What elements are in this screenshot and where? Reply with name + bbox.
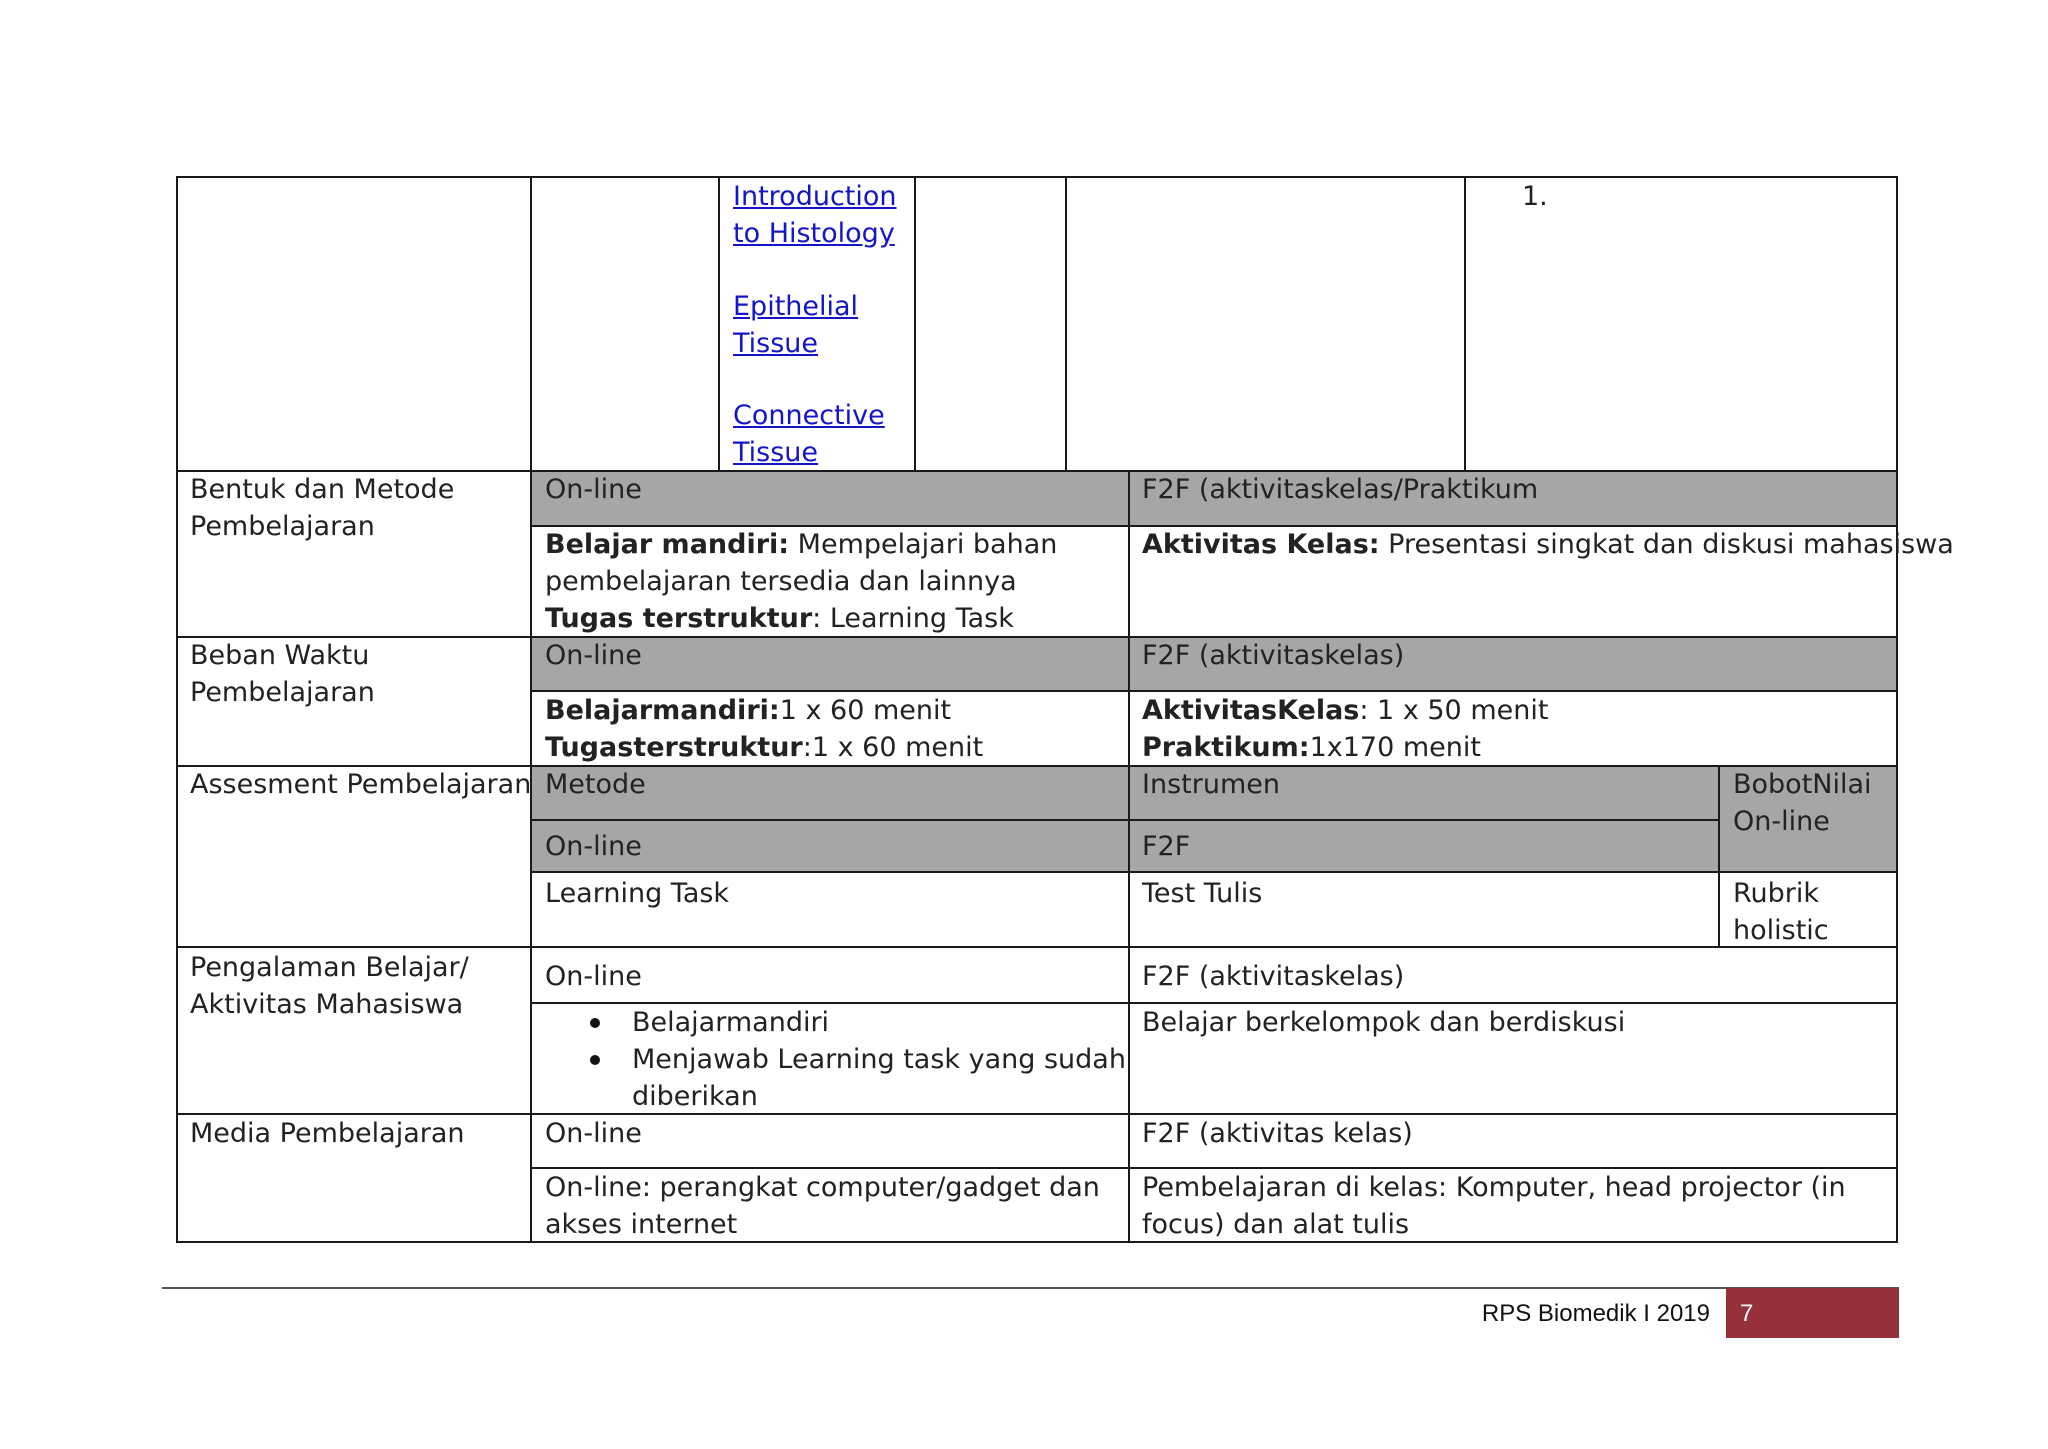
bentuk-belajar-text: Mempelajari bahan — [789, 529, 1058, 560]
col-line-top-3 — [914, 176, 916, 472]
bentuk-aktivitas-text: Presentasi singkat dan diskusi mahasiswa — [1379, 529, 1954, 560]
beban-aktivitas-bold: AktivitasKelas — [1142, 695, 1360, 726]
assesment-instrumen-value: Test Tulis — [1142, 878, 1263, 909]
media-label: Media Pembelajaran — [190, 1118, 465, 1149]
bullet-icon — [590, 1018, 600, 1028]
pengalaman-f2f-header: F2F (aktivitaskelas) — [1142, 961, 1405, 992]
table-border-bottom — [176, 1241, 1898, 1243]
assesment-label: Assesment Pembelajaran — [190, 769, 532, 800]
row-line-assesment-mid — [530, 819, 1719, 821]
table-border-right — [1896, 176, 1898, 1243]
pengalaman-bullet-2-cont: diberikan — [632, 1081, 758, 1112]
footer-divider — [162, 1287, 1899, 1289]
table-border-top — [176, 176, 1898, 178]
link-line: Epithelial — [733, 291, 859, 322]
assesment-instrumen-header: Instrumen — [1142, 769, 1280, 800]
bentuk-online-header: On-line — [545, 474, 642, 505]
row-line-beban-top — [176, 636, 1898, 638]
beban-aktivitas — [1142, 692, 1548, 729]
assesment-bobot-value2: holistic — [1733, 915, 1829, 946]
col-line-top-2 — [718, 176, 720, 472]
footer-title: RPS Biomedik I 2019 — [1481, 1300, 1710, 1327]
list-marker: 1. — [1522, 181, 1548, 212]
media-f2f-text-2: focus) dan alat tulis — [1142, 1209, 1410, 1240]
row-line-pengalaman-top — [176, 946, 1898, 948]
beban-aktivitas-text: : 1 x 50 menit — [1359, 695, 1549, 726]
page-number: 7 — [1740, 1300, 1754, 1327]
media-f2f-text-1: Pembelajaran di kelas: Komputer, head projector (in — [1142, 1172, 1846, 1203]
pengalaman-bullet-1: Belajarmandiri — [632, 1007, 830, 1038]
bentuk-label-line1: Bentuk dan Metode — [190, 474, 455, 505]
link-line: Tissue — [733, 437, 819, 468]
beban-tugas-bold: Tugasterstruktur — [545, 732, 803, 763]
col-line-top-5 — [1464, 176, 1466, 472]
pengalaman-label-line1: Pengalaman Belajar/ — [190, 952, 469, 983]
assesment-metode-value: Learning Task — [545, 878, 730, 909]
link-connective-tissue[interactable] — [733, 397, 885, 471]
pengalaman-bullet-2: Menjawab Learning task yang sudah — [632, 1044, 1126, 1075]
link-line: Introduction — [733, 181, 897, 212]
assesment-bobot-value1: Rubrik — [1733, 878, 1820, 909]
assesment-bobot-line2: On-line — [1733, 806, 1830, 837]
beban-online-header: On-line — [545, 640, 642, 671]
bentuk-tugas-bold: Tugas terstruktur — [545, 603, 813, 634]
beban-label-line2: Pembelajaran — [190, 677, 375, 708]
bentuk-belajar-mandiri — [545, 526, 1057, 563]
beban-praktikum-text: 1x170 menit — [1309, 732, 1481, 763]
media-online-text-2: akses internet — [545, 1209, 738, 1240]
beban-f2f-header: F2F (aktivitaskelas) — [1142, 640, 1405, 671]
media-online-text-1: On-line: perangkat computer/gadget dan — [545, 1172, 1100, 1203]
bentuk-label-line2: Pembelajaran — [190, 511, 375, 542]
link-introduction-histology[interactable] — [733, 178, 897, 252]
table-border-left — [176, 176, 178, 1243]
beban-tugas-text: :1 x 60 menit — [802, 732, 984, 763]
beban-praktikum-bold: Praktikum: — [1142, 732, 1310, 763]
beban-tugas — [545, 729, 983, 766]
beban-belajar — [545, 692, 951, 729]
bentuk-belajar-bold: Belajar mandiri: — [545, 529, 790, 560]
assesment-bobot-line1: BobotNilai — [1733, 769, 1872, 800]
link-line: Tissue — [733, 328, 819, 359]
bentuk-tugas-text: : Learning Task — [812, 603, 1014, 634]
pengalaman-label-line2: Aktivitas Mahasiswa — [190, 989, 464, 1020]
row-line-assesment-sub — [530, 871, 1898, 873]
assesment-f2f-sub: F2F — [1142, 831, 1191, 862]
pengalaman-f2f-text: Belajar berkelompok dan berdiskusi — [1142, 1007, 1626, 1038]
media-online-header: On-line — [545, 1118, 642, 1149]
bullet-icon — [590, 1055, 600, 1065]
bentuk-aktivitas — [1142, 526, 1954, 563]
link-line: to Histology — [733, 218, 895, 249]
bentuk-f2f-header: F2F (aktivitaskelas/Praktikum — [1142, 474, 1539, 505]
col-line-middle — [1128, 470, 1130, 1243]
bentuk-tugas — [545, 600, 1014, 637]
beban-belajar-bold: Belajarmandiri: — [545, 695, 780, 726]
bentuk-belajar-line2: pembelajaran tersedia dan lainnya — [545, 566, 1017, 597]
pengalaman-online-header: On-line — [545, 961, 642, 992]
beban-praktikum — [1142, 729, 1481, 766]
col-line-label — [530, 176, 532, 1243]
beban-label-line1: Beban Waktu — [190, 640, 370, 671]
col-line-bobot — [1718, 765, 1720, 948]
beban-belajar-text: 1 x 60 menit — [779, 695, 952, 726]
bentuk-aktivitas-bold: Aktivitas Kelas: — [1142, 529, 1380, 560]
col-line-top-4 — [1065, 176, 1067, 472]
assesment-metode-header: Metode — [545, 769, 646, 800]
link-line: Connective — [733, 400, 885, 431]
media-f2f-header: F2F (aktivitas kelas) — [1142, 1118, 1413, 1149]
assesment-online-sub: On-line — [545, 831, 642, 862]
link-epithelial-tissue[interactable] — [733, 288, 858, 362]
